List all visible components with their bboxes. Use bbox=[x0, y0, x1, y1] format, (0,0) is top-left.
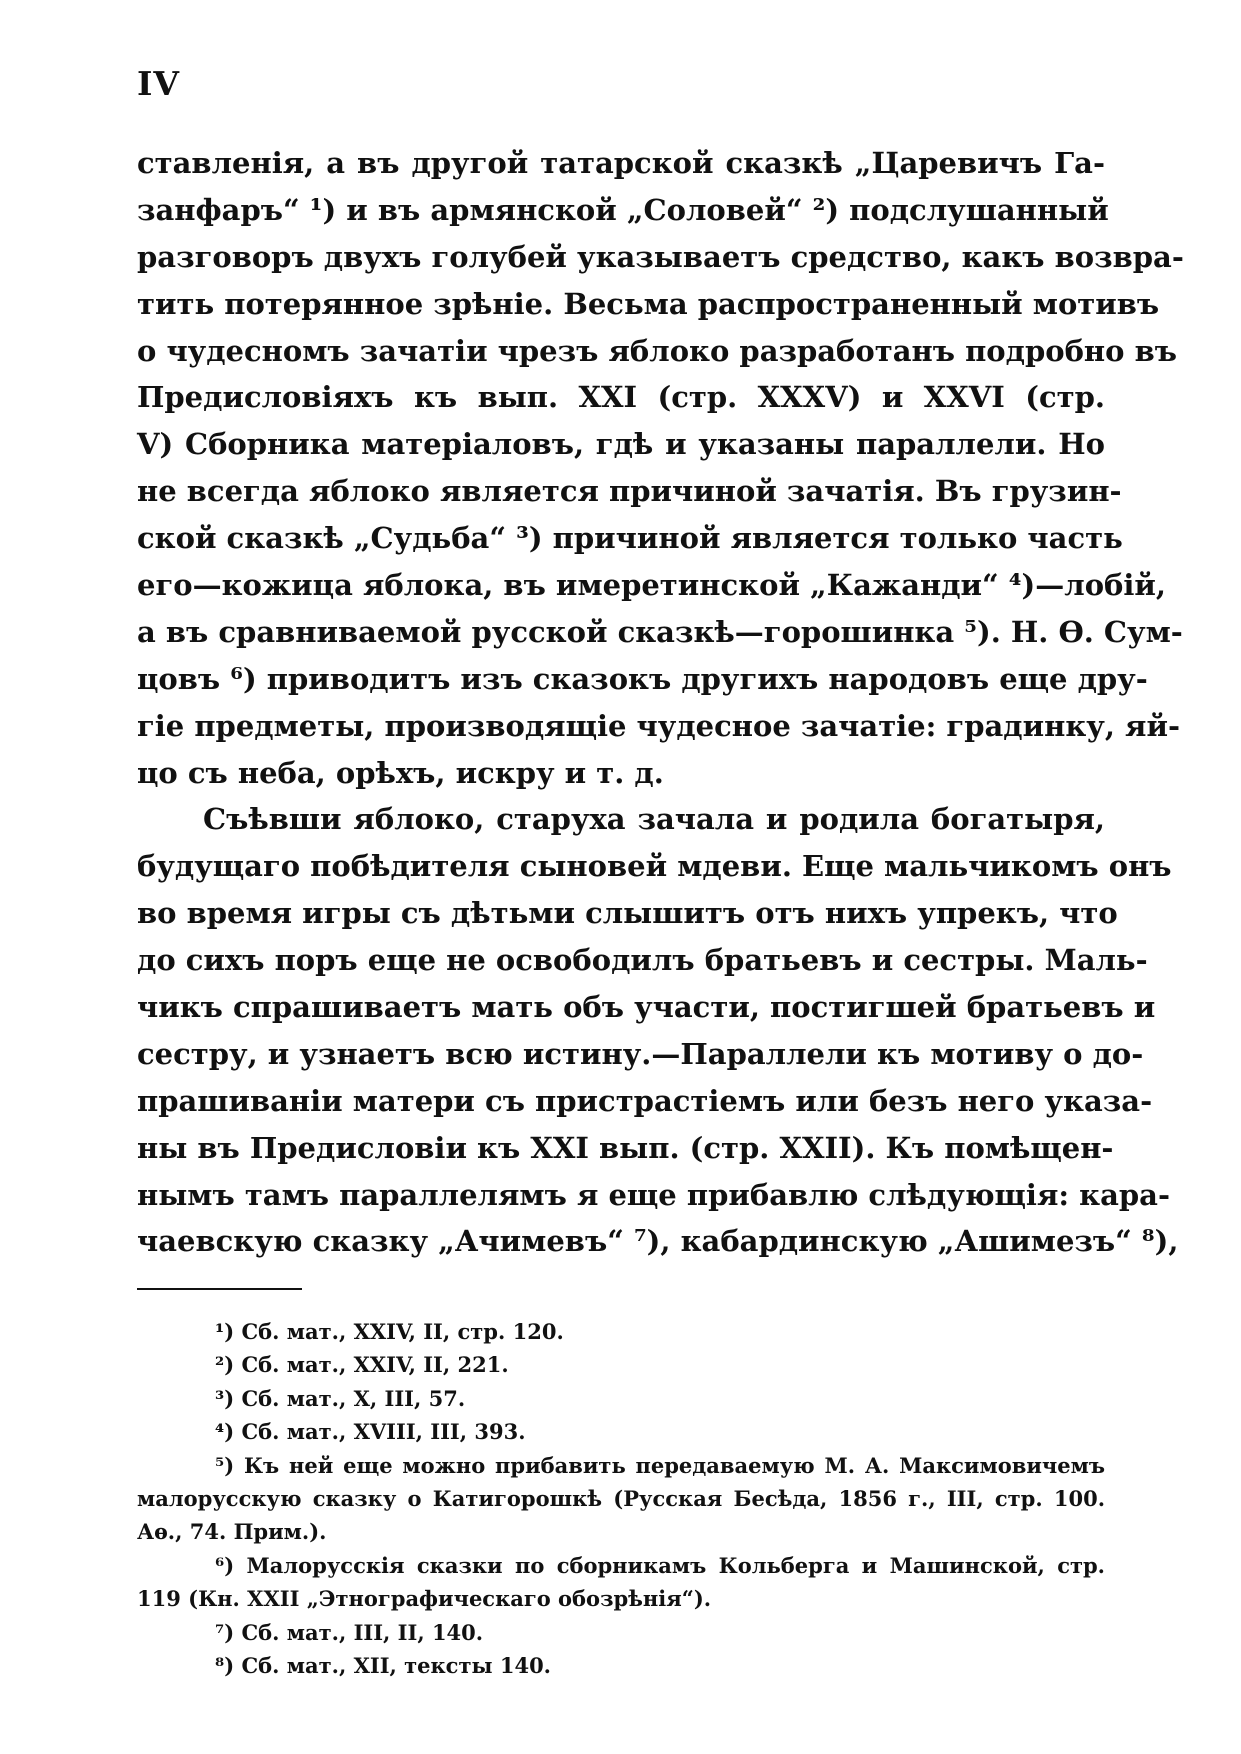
text-line: ны въ Предисловіи къ XXI вып. (стр. XXII). Къ помѣщен- bbox=[137, 1130, 1114, 1165]
text-line: его—кожица яблока, въ имеретинской „Кажанди“ ⁴)—лобій, bbox=[137, 568, 1167, 603]
footnote-continuation: Аѳ., 74. Прим.). bbox=[137, 1519, 327, 1545]
text-line: цовъ ⁶) приводитъ изъ сказокъ другихъ народовъ еще дру- bbox=[137, 661, 1148, 696]
footnote: ²) Сб. мат., XXIV, II, 221. bbox=[215, 1352, 509, 1378]
footnote-divider bbox=[137, 1288, 302, 1290]
text-line: до сихъ поръ еще не освободилъ братьевъ и сестры. Маль- bbox=[137, 943, 1148, 978]
text-line: разговоръ двухъ голубей указываетъ средство, какъ возвра- bbox=[137, 239, 1184, 274]
main-text bbox=[137, 140, 1184, 1265]
footnote: ⁴) Сб. мат., XVIII, III, 393. bbox=[215, 1419, 526, 1445]
text-line: ставленія, а въ другой татарской сказкѣ „Царевичъ Га- bbox=[137, 146, 1105, 180]
text-line: Съѣвши яблоко, старуха зачала и родила богатыря, bbox=[203, 802, 1105, 837]
text-line: V) Сборника матеріаловъ, гдѣ и указаны параллели. Но bbox=[137, 427, 1105, 462]
page-number: IV bbox=[137, 64, 181, 103]
text-line: цо съ неба, орѣхъ, искру и т. д. bbox=[137, 755, 664, 790]
text-line: во время игры съ дѣтьми слышитъ отъ нихъ упрекъ, что bbox=[137, 896, 1118, 931]
footnote: ⁵) Къ ней еще можно прибавить передаваемую М. А. Максимовичемъ bbox=[215, 1452, 1105, 1478]
footnote: ⁷) Сб. мат., III, II, 140. bbox=[215, 1619, 484, 1645]
text-line: ской сказкѣ „Судьба“ ³) причиной является только часть bbox=[137, 521, 1123, 556]
text-line: Предисловіяхъ къ вып. XXI (стр. XXXV) и XXVI (стр. bbox=[137, 380, 1105, 415]
footnote: ¹) Сб. мат., XXIV, II, стр. 120. bbox=[215, 1319, 564, 1344]
footnotes bbox=[137, 1315, 1105, 1682]
footnote: ⁸) Сб. мат., XII, тексты 140. bbox=[215, 1652, 551, 1678]
text-line: о чудесномъ зачатіи чрезъ яблоко разработанъ подробно въ bbox=[137, 333, 1177, 368]
text-line: чаевскую сказку „Ачимевъ“ ⁷), кабардинскую „Ашимезъ“ ⁸), bbox=[137, 1224, 1179, 1259]
text-line: нымъ тамъ параллелямъ я еще прибавлю слѣдующія: кара- bbox=[137, 1177, 1171, 1212]
text-line: будущаго побѣдителя сыновей мдеви. Еще мальчикомъ онъ bbox=[137, 849, 1172, 884]
text-line: сестру, и узнаетъ всю истину.—Параллели къ мотиву о до- bbox=[137, 1036, 1144, 1071]
footnote-continuation: малорусскую сказку о Катигорошкѣ (Русская Бесѣда, 1856 г., III, стр. 100. bbox=[137, 1485, 1105, 1511]
text-line: тить потерянное зрѣніе. Весьма распространенный мотивъ bbox=[137, 286, 1160, 321]
footnote: ³) Сб. мат., X, III, 57. bbox=[215, 1385, 466, 1411]
text-line: занфаръ“ ¹) и въ армянской „Соловей“ ²) подслушанный bbox=[137, 192, 1109, 227]
footnote-continuation: 119 (Кн. XXII „Этнографическаго обозрѣнія“). bbox=[137, 1586, 712, 1612]
text-line: а въ сравниваемой русской сказкѣ—горошинка ⁵). Н. Ѳ. Сум- bbox=[137, 614, 1183, 649]
text-line: гіе предметы, производящіе чудесное зачатіе: градинку, яй- bbox=[137, 708, 1181, 743]
footnote: ⁶) Малорусскія сказки по сборникамъ Кольберга и Машинской, стр. bbox=[215, 1552, 1105, 1578]
text-line: чикъ спрашиваетъ мать объ участи, постигшей братьевъ и bbox=[137, 990, 1156, 1025]
text-line: прашиваніи матери съ пристрастіемъ или безъ него указа- bbox=[137, 1083, 1153, 1118]
text-line: не всегда яблоко является причиной зачатія. Въ грузин- bbox=[137, 474, 1122, 509]
